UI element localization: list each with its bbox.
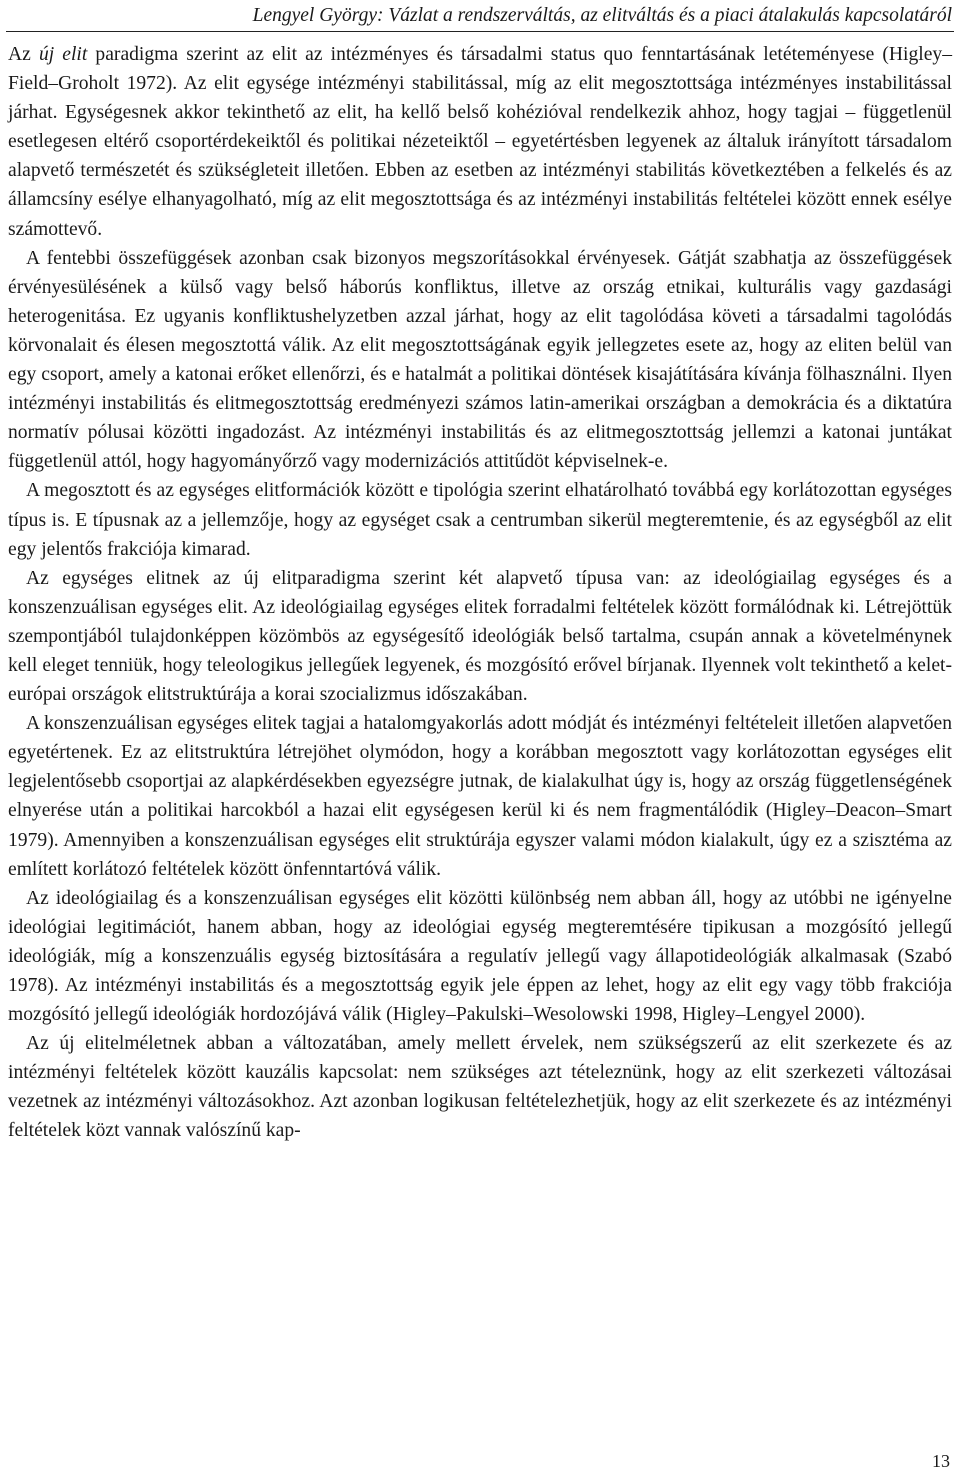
- emphasized-term: új elit: [38, 44, 88, 65]
- paragraph-6: Az ideológiailag és a konszenzuálisan egységes elit közötti különbség nem abban áll, hogy az utóbbi ne igényelne ideológiai legitimációt, hanem abban, hogy az ideológiai egység megteremtésére tipikusan a mozgósító jellegű ideológiák, míg a konszenzuális egység biztosítására a regulatív jellegű vagy állapotideológiák alkalmasak (Szabó 1978). Az intézményi instabilitás és a megosztottság egyik jele éppen az lehet, hogy az elit egy vagy több frakciója mozgósító jellegű ideológiák hordozójává válik (Higley–Pakulski–Wesolowski 1998, Higley–Lengyel 2000).: [8, 887, 952, 1026]
- running-header: Lengyel György: Vázlat a rendszerváltás, az elitváltás és a piaci átalakulás kapcsolatáról: [252, 5, 952, 26]
- paragraph-1-rest: paradigma szerint az elit az intézményes és társadalmi status quo fenntartásának letéteményese (Higley–Field–Groholt 1972). Az elit egysége intézményi stabilitással, míg az elit megosztottsága intézményes instabilitással járhat. Egységesnek akkor tekinthető az elit, ha kellő belső kohézióval rendelkezik ahhoz, hogy tagjai – függetlenül esetlegesen eltérő csoportérdekeiktől és politikai nézeteiktől – egyetértésben legyenek az általuk irányított társadalom alapvető természetét és szükségleteit illetően. Ebben az esetben az intézményi stabilitás következtében a felkelés és az államcsíny esélye elhanyagolható, míg az elit megosztottsága és az intézményi instabilitás feltételei között ennek esélye számottevő.: [8, 44, 953, 240]
- paragraph-5: A konszenzuálisan egységes elitek tagjai a hatalomgyakorlás adott módját és intézményi feltételeit illetően alapvetően egyetértenek. Ez az elitstruktúra létrejöhet olymódon, hogy a korábban megosztott vagy korlátozottan egységes elit legjelentősebb csoportjai az alapkérdésekben egyezségre jutnak, de kialakulhat úgy is, hogy az ország függetlenségének elnyerése után a politikai harcokból a hazai elit egységesen kerül ki és nem fragmentálódik (Higley–Deacon–Smart 1979). Amennyiben a konszenzuálisan egységes elit struktúrája egyszer valami módon kialakult, úgy ez a szisztéma az említett korlátozó feltételek között önfenntartóvá válik.: [8, 713, 952, 880]
- paragraph-4: Az egységes elitnek az új elitparadigma szerint két alapvető típusa van: az ideológiailag egységes és a konszenzuálisan egységes elit. Az ideológiailag egységes elitek forradalmi feltételek között formálódnak ki. Létrejöttük szempontjából tulajdonképpen közömbös az egységesítő ideológiák belső tartalma, csupán annak a követelménynek kell eleget tenniük, hogy teleologikus jellegűek legyenek, és mozgósító erővel bírjanak. Ilyennek volt tekinthető a kelet-európai országok elitstruktúrája a korai szocializmus időszakában.: [8, 567, 952, 706]
- paragraph-1-lead: Az: [8, 44, 39, 65]
- paragraph-3: A megosztott és az egységes elitformációk között e tipológia szerint elhatárolható továbbá egy korlátozottan egységes típus is. E típusnak az a jellemzője, hogy az egységet csak a centrumban sikerül megteremtenie, és az egységből az elit egy jelentős frakciója kimarad.: [8, 480, 952, 560]
- paragraph-2: A fentebbi összefüggések azonban csak bizonyos megszorításokkal érvényesek. Gátját szabhatja az összefüggések érvényesülésének a külső vagy belső háborús konfliktus, illetve az ország etnikai, kulturális vagy gazdasági heterogenitása. Ez ugyanis konfliktushelyzetben azzal járhat, hogy az elit tagolódása követi a társadalmi tagolódás körvonalait és élesen megosztottá válik. Az elit megosztottságának egyik jellegzetes esete az, hogy az eliten belül van egy csoport, amely a katonai erőket ellenőrzi, és e hatalmát a politikai döntések kisajátítására kívánja fölhasználni. Ilyen intézményi instabilitás és elitmegosztottság eredményezi számos latin-amerikai országban a demokrácia és a diktatúra normatív pólusai közötti ingadozást. Az intézményi instabilitás és az elitmegosztottság jellemzi a katonai juntákat függetlenül attól, hogy hagyományőrző vagy modernizációs attitűdöt képviselnek-e.: [8, 247, 952, 473]
- page-number: 13: [932, 1451, 950, 1471]
- paragraph-1: [8, 40, 952, 244]
- paragraph-7: Az új elitelméletnek abban a változatában, amely mellett érvelek, nem szükségszerű az elit szerkezete és az intézményi feltételek között kauzális kapcsolat: nem szükséges azt tételeznünk, hogy az elit szerkezeti változásai vezetnek az intézményi változásokhoz. Azt azonban logikusan feltételezhetjük, hogy az elit szerkezete és az intézményi feltételek közt vannak valószínű kap-: [8, 1033, 952, 1142]
- header-rule: [6, 31, 954, 32]
- body-text: [8, 40, 952, 1146]
